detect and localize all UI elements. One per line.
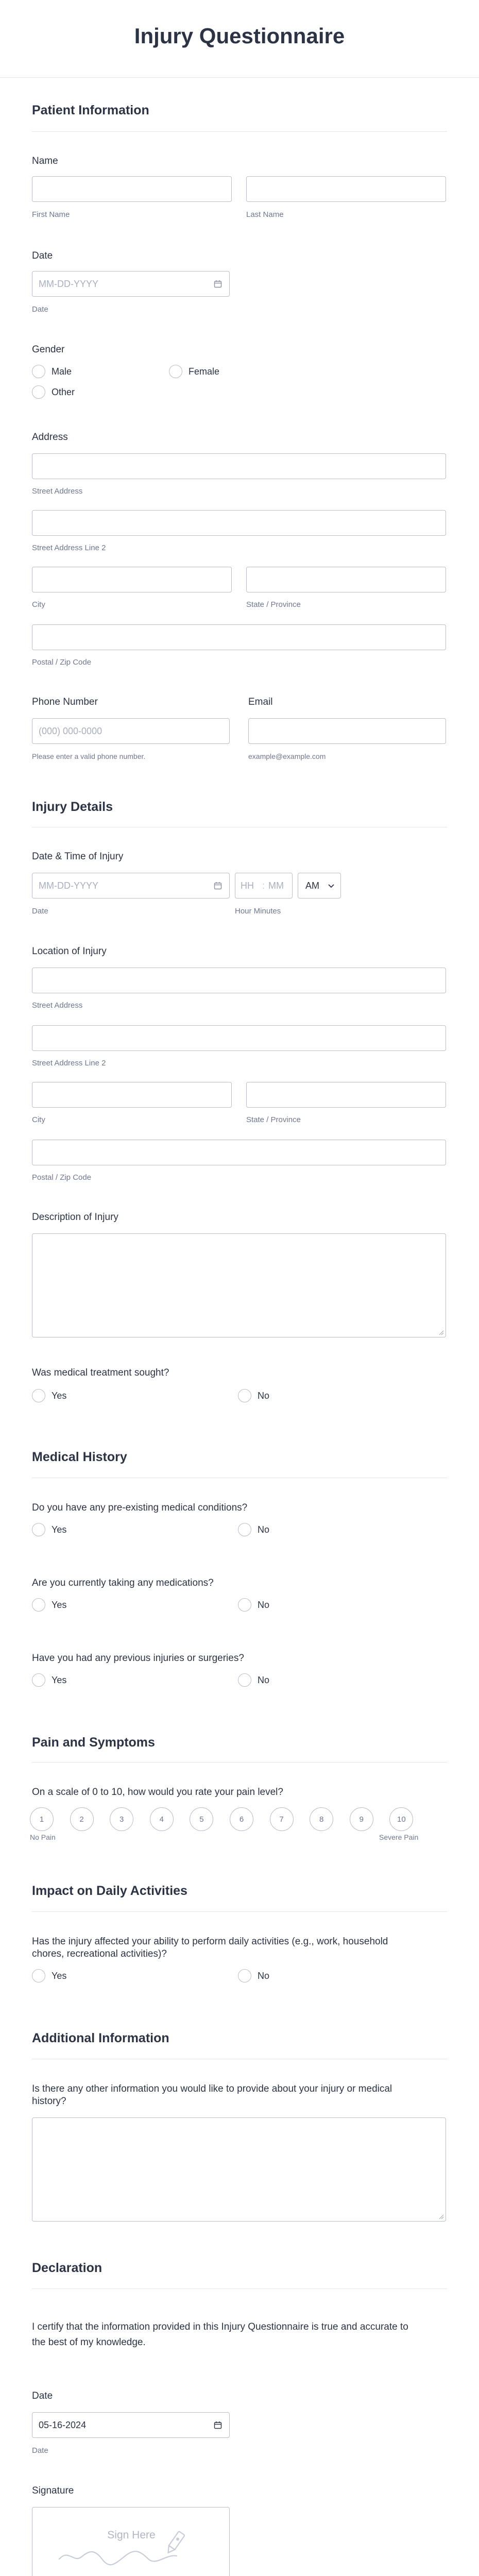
chevron-down-icon	[328, 884, 334, 889]
pain-high-caption: Severe Pain	[379, 1833, 419, 1841]
phone-sublabel: Please enter a valid phone number.	[32, 752, 146, 760]
section-title-history: Medical History	[32, 1450, 127, 1464]
pain-scale-option[interactable]: 4	[150, 1807, 174, 1831]
history-q2-yes-radio[interactable]	[32, 1598, 45, 1612]
time-separator: :	[262, 880, 265, 891]
pain-scale-option[interactable]: 9	[350, 1807, 373, 1831]
phone-placeholder: (000) 000-0000	[39, 726, 102, 736]
email-label: Email	[248, 697, 273, 707]
pain-scale-option[interactable]: 3	[110, 1807, 133, 1831]
treatment-no-label: No	[258, 1391, 270, 1401]
history-q2-label: Are you currently taking any medications?	[32, 1578, 214, 1588]
postal-code-sublabel: Postal / Zip Code	[32, 658, 92, 667]
first-name-sublabel: First Name	[32, 210, 70, 219]
gender-other-label: Other	[52, 387, 75, 397]
history-q3-label: Have you had any previous injuries or surgeries?	[32, 1653, 244, 1664]
declaration-text-line2: the best of my knowledge.	[32, 2337, 146, 2348]
history-q2-yes-label: Yes	[52, 1600, 67, 1610]
declaration-date-label: Date	[32, 2391, 53, 2401]
section-title-declaration: Declaration	[32, 2261, 102, 2275]
history-q3-no-label: No	[258, 1675, 270, 1685]
history-q1-no-radio[interactable]	[238, 1523, 251, 1536]
injury-street-input[interactable]	[32, 968, 446, 993]
injury-postal-sublabel: Postal / Zip Code	[32, 1173, 92, 1182]
signature-pad[interactable]	[32, 2507, 230, 2576]
description-label: Description of Injury	[32, 1212, 118, 1223]
resize-handle-icon[interactable]	[439, 2214, 444, 2219]
pain-scale-option[interactable]: 6	[230, 1807, 253, 1831]
last-name-input[interactable]	[246, 176, 446, 202]
injury-time-input[interactable]	[235, 873, 293, 899]
date-placeholder: MM-DD-YYYY	[39, 279, 98, 289]
description-textarea[interactable]	[32, 1233, 446, 1337]
calendar-icon[interactable]	[214, 280, 222, 288]
history-q2-no-label: No	[258, 1600, 270, 1610]
history-q1-label: Do you have any pre-existing medical conditions?	[32, 1502, 248, 1513]
treatment-yes-label: Yes	[52, 1391, 67, 1401]
section-divider	[32, 131, 447, 132]
section-title-injury: Injury Details	[32, 800, 113, 814]
injury-datetime-label: Date & Time of Injury	[32, 851, 124, 862]
injury-street2-sublabel: Street Address Line 2	[32, 1059, 106, 1067]
calendar-icon[interactable]	[214, 2421, 222, 2429]
pain-scale-option[interactable]: 5	[190, 1807, 213, 1831]
daily-yes-radio[interactable]	[32, 1969, 45, 1982]
city-sublabel: City	[32, 600, 45, 609]
pain-scale-option[interactable]: 8	[310, 1807, 333, 1831]
section-title-additional: Additional Information	[32, 2031, 169, 2045]
injury-city-input[interactable]	[32, 1082, 232, 1108]
additional-question-line2: history?	[32, 2096, 66, 2107]
pain-scale-option[interactable]: 10	[389, 1807, 413, 1831]
pain-scale-option[interactable]: 7	[270, 1807, 294, 1831]
form-title: Injury Questionnaire	[134, 24, 345, 48]
street-address-input[interactable]	[32, 453, 446, 479]
daily-yes-label: Yes	[52, 1971, 67, 1981]
state-input[interactable]	[246, 567, 446, 592]
section-title-patient: Patient Information	[32, 103, 149, 117]
city-input[interactable]	[32, 567, 232, 592]
injury-street-sublabel: Street Address	[32, 1001, 83, 1010]
injury-city-sublabel: City	[32, 1115, 45, 1124]
email-input[interactable]	[248, 718, 446, 744]
street-address2-sublabel: Street Address Line 2	[32, 544, 106, 552]
history-q3-yes-label: Yes	[52, 1675, 67, 1685]
ampm-value: AM	[305, 880, 319, 891]
declaration-date-sublabel: Date	[32, 2446, 48, 2455]
ampm-select[interactable]	[298, 873, 341, 899]
injury-date-input[interactable]	[32, 873, 230, 899]
injury-state-input[interactable]	[246, 1082, 446, 1108]
treatment-label: Was medical treatment sought?	[32, 1367, 169, 1378]
pain-scale-option[interactable]: 2	[70, 1807, 94, 1831]
history-q3-yes-radio[interactable]	[32, 1673, 45, 1687]
resize-handle-icon[interactable]	[439, 1330, 444, 1335]
declaration-date-value: 05-16-2024	[39, 2420, 87, 2430]
last-name-sublabel: Last Name	[246, 210, 284, 219]
injury-state-sublabel: State / Province	[246, 1115, 301, 1124]
daily-question-line2: chores, recreational activities)?	[32, 1948, 167, 1959]
pain-low-caption: No Pain	[30, 1833, 56, 1841]
pain-scale-option[interactable]: 1	[30, 1807, 54, 1831]
name-label: Name	[32, 156, 58, 166]
calendar-icon[interactable]	[214, 882, 222, 890]
patient-date-input[interactable]	[32, 271, 230, 297]
header-divider	[0, 77, 479, 78]
phone-input[interactable]	[32, 718, 230, 744]
history-q1-no-label: No	[258, 1524, 270, 1535]
history-q1-yes-label: Yes	[52, 1524, 67, 1535]
injury-date-sublabel: Date	[32, 907, 48, 916]
first-name-input[interactable]	[32, 176, 232, 202]
history-q3-no-radio[interactable]	[238, 1673, 251, 1687]
treatment-no-radio[interactable]	[238, 1389, 251, 1402]
phone-label: Phone Number	[32, 697, 98, 707]
email-sublabel: example@example.com	[248, 752, 326, 760]
address-label: Address	[32, 432, 68, 443]
section-divider	[32, 1911, 447, 1912]
signature-label: Signature	[32, 2485, 74, 2496]
additional-info-textarea[interactable]	[32, 2117, 446, 2222]
minute-placeholder: MM	[268, 880, 284, 891]
history-q2-no-radio[interactable]	[238, 1598, 251, 1612]
declaration-text-line1: I certify that the information provided in this Injury Questionnaire is true and accurate to	[32, 2321, 408, 2332]
declaration-date-input[interactable]	[32, 2412, 230, 2438]
date-placeholder: MM-DD-YYYY	[39, 880, 98, 891]
section-title-pain: Pain and Symptoms	[32, 1735, 155, 1750]
daily-no-radio[interactable]	[238, 1969, 251, 1982]
daily-no-label: No	[258, 1971, 270, 1981]
treatment-yes-radio[interactable]	[32, 1389, 45, 1402]
injury-postal-input[interactable]	[32, 1140, 446, 1165]
gender-other-radio[interactable]	[32, 385, 45, 399]
street-address2-input[interactable]	[32, 510, 446, 536]
signature-placeholder-text: Sign Here	[107, 2529, 156, 2541]
gender-female-radio[interactable]	[169, 365, 182, 378]
location-label: Location of Injury	[32, 946, 107, 957]
gender-female-label: Female	[189, 366, 220, 377]
gender-male-label: Male	[52, 366, 72, 377]
date-label: Date	[32, 250, 53, 261]
hour-placeholder: HH	[241, 880, 254, 891]
time-sublabel: Hour Minutes	[235, 907, 281, 916]
additional-question-line1: Is there any other information you would like to provide about your injury or medical	[32, 2083, 392, 2094]
gender-label: Gender	[32, 344, 65, 355]
street-address-sublabel: Street Address	[32, 487, 83, 496]
state-sublabel: State / Province	[246, 600, 301, 609]
postal-code-input[interactable]	[32, 624, 446, 650]
history-q1-yes-radio[interactable]	[32, 1523, 45, 1536]
gender-male-radio[interactable]	[32, 365, 45, 378]
date-sublabel: Date	[32, 305, 48, 314]
section-title-daily: Impact on Daily Activities	[32, 1884, 187, 1898]
pain-question-label: On a scale of 0 to 10, how would you rate your pain level?	[32, 1787, 283, 1798]
daily-question-line1: Has the injury affected your ability to perform daily activities (e.g., work, household	[32, 1936, 388, 1947]
injury-street2-input[interactable]	[32, 1025, 446, 1051]
